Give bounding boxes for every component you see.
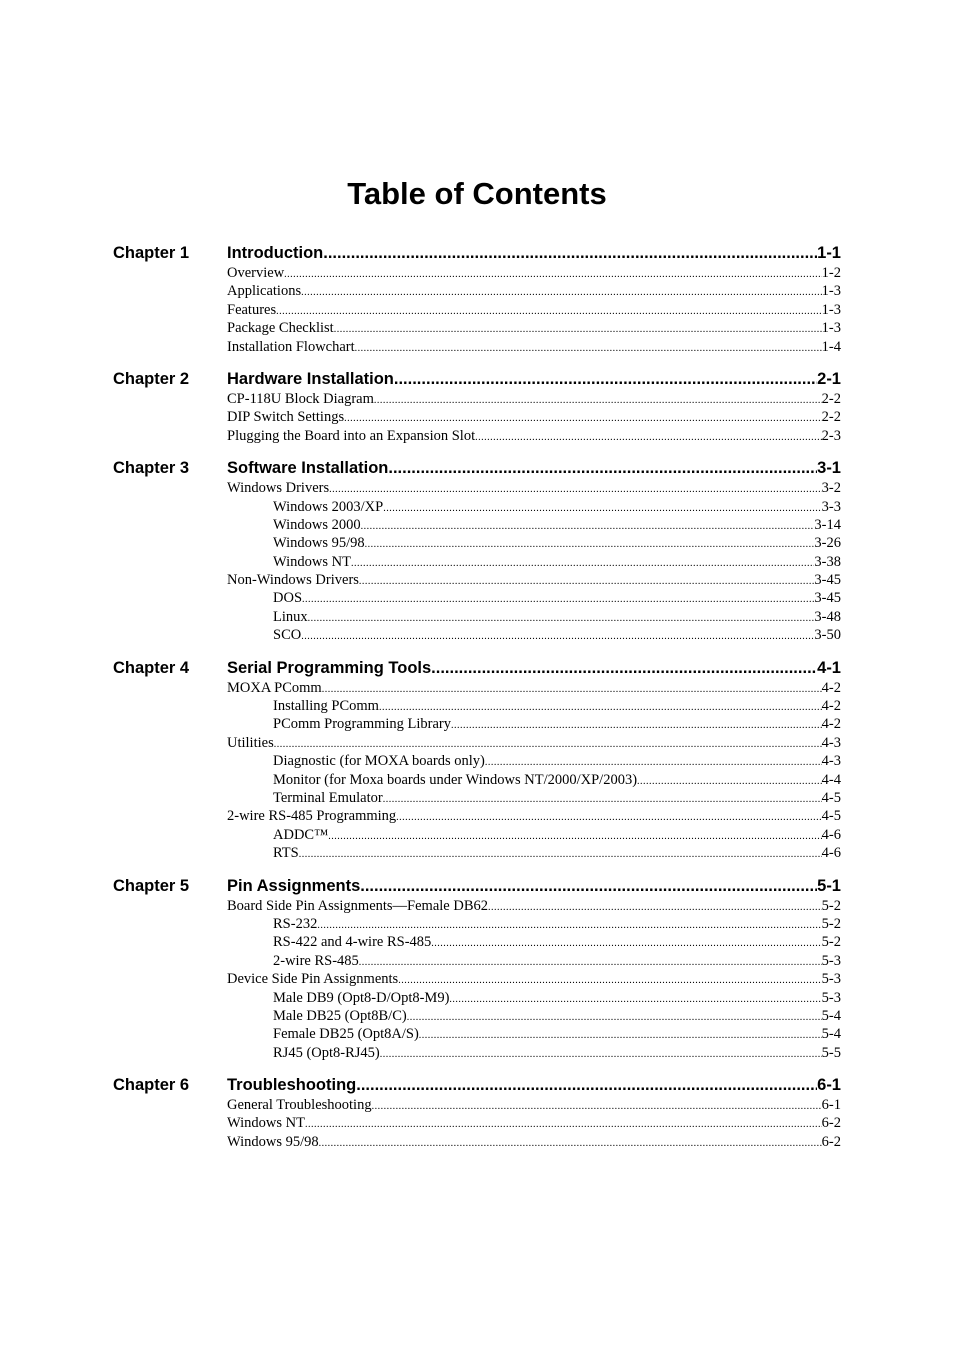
dot-leader	[359, 954, 822, 970]
entry-title: Package Checklist	[227, 320, 334, 337]
chapter-entries	[227, 242, 841, 356]
page-number: 3-2	[821, 480, 841, 497]
entry-title: Female DB25 (Opt8A/S)	[273, 1026, 419, 1043]
section-link[interactable]	[227, 282, 841, 300]
section-link[interactable]	[227, 479, 841, 497]
subsection-link[interactable]	[227, 952, 841, 970]
dot-leader	[451, 717, 822, 733]
subsection-link[interactable]	[227, 516, 841, 534]
entry-title: PComm Programming Library	[273, 716, 452, 733]
chapter-heading-link[interactable]	[227, 875, 841, 897]
entry-title: Windows NT	[227, 1115, 305, 1132]
page-number: 5-2	[821, 915, 841, 932]
entry-title: Windows 95/98	[227, 1133, 319, 1150]
section-link[interactable]	[227, 1114, 841, 1132]
page-number: 4-6	[821, 845, 841, 862]
dot-leader	[356, 1074, 817, 1096]
page-number: 3-38	[814, 553, 841, 570]
dot-leader	[449, 991, 821, 1007]
section-link[interactable]	[227, 408, 841, 426]
chapter-label: Chapter 2	[113, 369, 190, 388]
chapter-block	[113, 657, 841, 863]
dot-leader	[274, 736, 822, 752]
page-number: 3-48	[814, 608, 841, 625]
dot-leader	[431, 657, 817, 679]
chapter-entries	[227, 457, 841, 645]
entry-title: Monitor (for Moxa boards under Windows NT/2000/XP/2003)	[273, 771, 638, 788]
dot-leader	[329, 481, 822, 497]
dot-leader	[344, 410, 822, 426]
subsection-link[interactable]	[227, 715, 841, 733]
section-link[interactable]	[227, 1096, 841, 1114]
dot-leader	[359, 573, 814, 589]
dot-leader	[317, 917, 821, 933]
chapter-label: Chapter 4	[113, 658, 190, 677]
page-number: 1-3	[821, 283, 841, 300]
entry-title: DIP Switch Settings	[227, 409, 345, 426]
entry-title: MOXA PComm	[227, 679, 322, 696]
page-number: 5-3	[821, 971, 841, 988]
page-number: 4-5	[821, 808, 841, 825]
entry-title: Windows 95/98	[273, 535, 365, 552]
page-number: 3-14	[814, 516, 841, 533]
entry-title: 2-wire RS-485	[273, 952, 359, 969]
dot-leader	[394, 368, 817, 390]
dot-leader	[276, 303, 822, 319]
page-number: 4-2	[821, 698, 841, 715]
section-link[interactable]	[227, 897, 841, 915]
page-number: 2-1	[817, 369, 841, 388]
section-link[interactable]	[227, 338, 841, 356]
dot-leader	[475, 429, 822, 445]
dot-leader	[407, 1009, 822, 1025]
subsection-link[interactable]	[227, 534, 841, 552]
entry-title: Features	[227, 301, 277, 318]
entry-title: Installation Flowchart	[227, 338, 355, 355]
chapter-label: Chapter 3	[113, 459, 190, 478]
entry-title: Installing PComm	[273, 698, 379, 715]
entry-title: Hardware Installation	[227, 369, 394, 388]
subsection-link[interactable]	[227, 697, 841, 715]
dot-leader	[302, 591, 814, 607]
page-number: 4-6	[821, 826, 841, 843]
subsection-link[interactable]	[227, 933, 841, 951]
dot-leader	[372, 1098, 822, 1114]
subsection-link[interactable]	[227, 915, 841, 933]
chapter-block	[113, 457, 841, 645]
page-number: 5-1	[817, 876, 841, 895]
section-link[interactable]	[227, 679, 841, 697]
dot-leader	[301, 628, 814, 644]
chapter-heading-link[interactable]	[227, 1074, 841, 1096]
subsection-link[interactable]	[227, 771, 841, 789]
dot-leader	[360, 875, 817, 897]
page-number: 6-1	[821, 1097, 841, 1114]
subsection-link[interactable]	[227, 498, 841, 516]
dot-leader	[388, 457, 817, 479]
dot-leader	[308, 610, 815, 626]
chapter-label: Chapter 5	[113, 876, 190, 895]
page-number: 5-3	[821, 952, 841, 969]
entry-title: Windows 2000	[273, 516, 361, 533]
chapter-block	[113, 242, 841, 356]
dot-leader	[379, 699, 822, 715]
dot-leader	[299, 846, 822, 862]
entry-title: Board Side Pin Assignments—Female DB62	[227, 897, 488, 914]
page-number: 5-4	[821, 1007, 841, 1024]
entry-title: DOS	[273, 590, 303, 607]
page-number: 2-2	[821, 409, 841, 426]
page-number: 6-1	[817, 1076, 841, 1095]
chapter-heading-link[interactable]	[227, 242, 841, 264]
subsection-link[interactable]	[227, 626, 841, 644]
chapter-label: Chapter 1	[113, 244, 190, 262]
page-number: 3-50	[814, 627, 841, 644]
dot-leader	[355, 340, 822, 356]
page-number: 3-26	[814, 535, 841, 552]
page-number: 3-3	[821, 498, 841, 515]
subsection-link[interactable]	[227, 752, 841, 770]
section-link[interactable]	[227, 319, 841, 337]
page-number: 6-2	[821, 1115, 841, 1132]
section-link[interactable]	[227, 571, 841, 589]
entry-title: Introduction	[227, 244, 324, 262]
entry-title: Terminal Emulator	[273, 789, 383, 806]
dot-leader	[365, 536, 815, 552]
page-number: 4-2	[821, 679, 841, 696]
dot-leader	[319, 1135, 822, 1151]
page-number: 4-4	[821, 771, 841, 788]
subsection-link[interactable]	[227, 989, 841, 1007]
dot-leader	[323, 242, 817, 264]
entry-title: General Troubleshooting	[227, 1097, 372, 1114]
dot-leader	[485, 754, 822, 770]
page-number: 4-5	[821, 789, 841, 806]
subsection-link[interactable]	[227, 608, 841, 626]
dot-leader	[351, 555, 814, 571]
section-link[interactable]	[227, 390, 841, 408]
section-link[interactable]	[227, 970, 841, 988]
dot-leader	[419, 1027, 822, 1043]
entry-title: SCO	[273, 627, 302, 644]
dot-leader	[322, 681, 822, 697]
section-link[interactable]	[227, 301, 841, 319]
subsection-link[interactable]	[227, 553, 841, 571]
page-number: 4-3	[821, 753, 841, 770]
subsection-link[interactable]	[227, 1044, 841, 1062]
section-link[interactable]	[227, 1133, 841, 1151]
dot-leader	[637, 773, 822, 789]
entry-title: RJ45 (Opt8-RJ45)	[273, 1044, 380, 1061]
chapter-heading-link[interactable]	[227, 368, 841, 390]
subsection-link[interactable]	[227, 589, 841, 607]
entry-title: Plugging the Board into an Expansion Slot	[227, 427, 476, 444]
page-number: 4-3	[821, 734, 841, 751]
chapter-entries	[227, 1074, 841, 1151]
chapter-entries	[227, 875, 841, 1063]
dot-leader	[305, 1116, 822, 1132]
table-of-contents	[113, 242, 841, 1163]
page-number: 1-4	[821, 338, 841, 355]
chapter-block	[113, 875, 841, 1063]
entry-title: Diagnostic (for MOXA boards only)	[273, 753, 485, 770]
chapter-entries	[227, 368, 841, 445]
section-link[interactable]	[227, 807, 841, 825]
page-number: 2-3	[821, 427, 841, 444]
entry-title: 2-wire RS-485 Programming	[227, 808, 397, 825]
chapter-heading-link[interactable]	[227, 657, 841, 679]
entry-title: Device Side Pin Assignments	[227, 971, 399, 988]
entry-title: Non-Windows Drivers	[227, 572, 359, 589]
entry-title: Troubleshooting	[227, 1076, 357, 1095]
dot-leader	[431, 935, 821, 951]
chapter-entries	[227, 657, 841, 863]
subsection-link[interactable]	[227, 1007, 841, 1025]
page-number: 4-1	[817, 658, 841, 677]
dot-leader	[374, 392, 822, 408]
chapter-block	[113, 368, 841, 445]
entry-title: Pin Assignments	[227, 876, 361, 895]
section-link[interactable]	[227, 734, 841, 752]
entry-title: CP-118U Block Diagram	[227, 390, 374, 407]
dot-leader	[398, 972, 821, 988]
page-number: 3-1	[817, 459, 841, 478]
dot-leader	[383, 500, 821, 516]
entry-title: Windows NT	[273, 553, 351, 570]
chapter-block	[113, 1074, 841, 1151]
dot-leader	[488, 899, 822, 915]
subsection-link[interactable]	[227, 789, 841, 807]
page-number: 1-1	[817, 244, 841, 262]
page-number: 3-45	[814, 572, 841, 589]
dot-leader	[361, 518, 815, 534]
page-number: 5-2	[821, 897, 841, 914]
entry-title: Windows Drivers	[227, 480, 330, 497]
page-title: Table of Contents	[347, 176, 607, 211]
entry-title: Overview	[227, 265, 285, 281]
page-number: 3-45	[814, 590, 841, 607]
dot-leader	[328, 828, 821, 844]
entry-title: Applications	[227, 283, 302, 300]
page-number: 5-4	[821, 1026, 841, 1043]
page-number: 2-2	[821, 390, 841, 407]
entry-title: ADDC™	[273, 826, 329, 843]
page-number: 5-5	[821, 1044, 841, 1061]
chapter-heading-link[interactable]	[227, 457, 841, 479]
dot-leader	[383, 791, 822, 807]
entry-title: Utilities	[227, 734, 274, 751]
section-link[interactable]	[227, 264, 841, 282]
dot-leader	[301, 284, 822, 300]
entry-title: Male DB9 (Opt8-D/Opt8-M9)	[273, 989, 450, 1006]
entry-title: RTS	[273, 845, 299, 862]
entry-title: Serial Programming Tools	[227, 658, 432, 677]
dot-leader	[396, 809, 822, 825]
page-number: 1-3	[821, 320, 841, 337]
entry-title: Software Installation	[227, 459, 389, 478]
entry-title: RS-232	[273, 915, 318, 932]
section-link[interactable]	[227, 427, 841, 445]
entry-title: Male DB25 (Opt8B/C)	[273, 1007, 407, 1024]
chapter-label: Chapter 6	[113, 1076, 190, 1095]
entry-title: Linux	[273, 608, 308, 625]
page-number: 1-2	[821, 265, 841, 281]
entry-title: RS-422 and 4-wire RS-485	[273, 934, 432, 951]
entry-title: Windows 2003/XP	[273, 498, 384, 515]
subsection-link[interactable]	[227, 844, 841, 862]
page-number: 4-2	[821, 716, 841, 733]
dot-leader	[334, 321, 822, 337]
dot-leader	[380, 1046, 822, 1062]
page-number: 5-2	[821, 934, 841, 951]
dot-leader	[284, 266, 821, 282]
page-number: 6-2	[821, 1133, 841, 1150]
page-number: 5-3	[821, 989, 841, 1006]
page-number: 1-3	[821, 301, 841, 318]
subsection-link[interactable]	[227, 1025, 841, 1043]
subsection-link[interactable]	[227, 826, 841, 844]
